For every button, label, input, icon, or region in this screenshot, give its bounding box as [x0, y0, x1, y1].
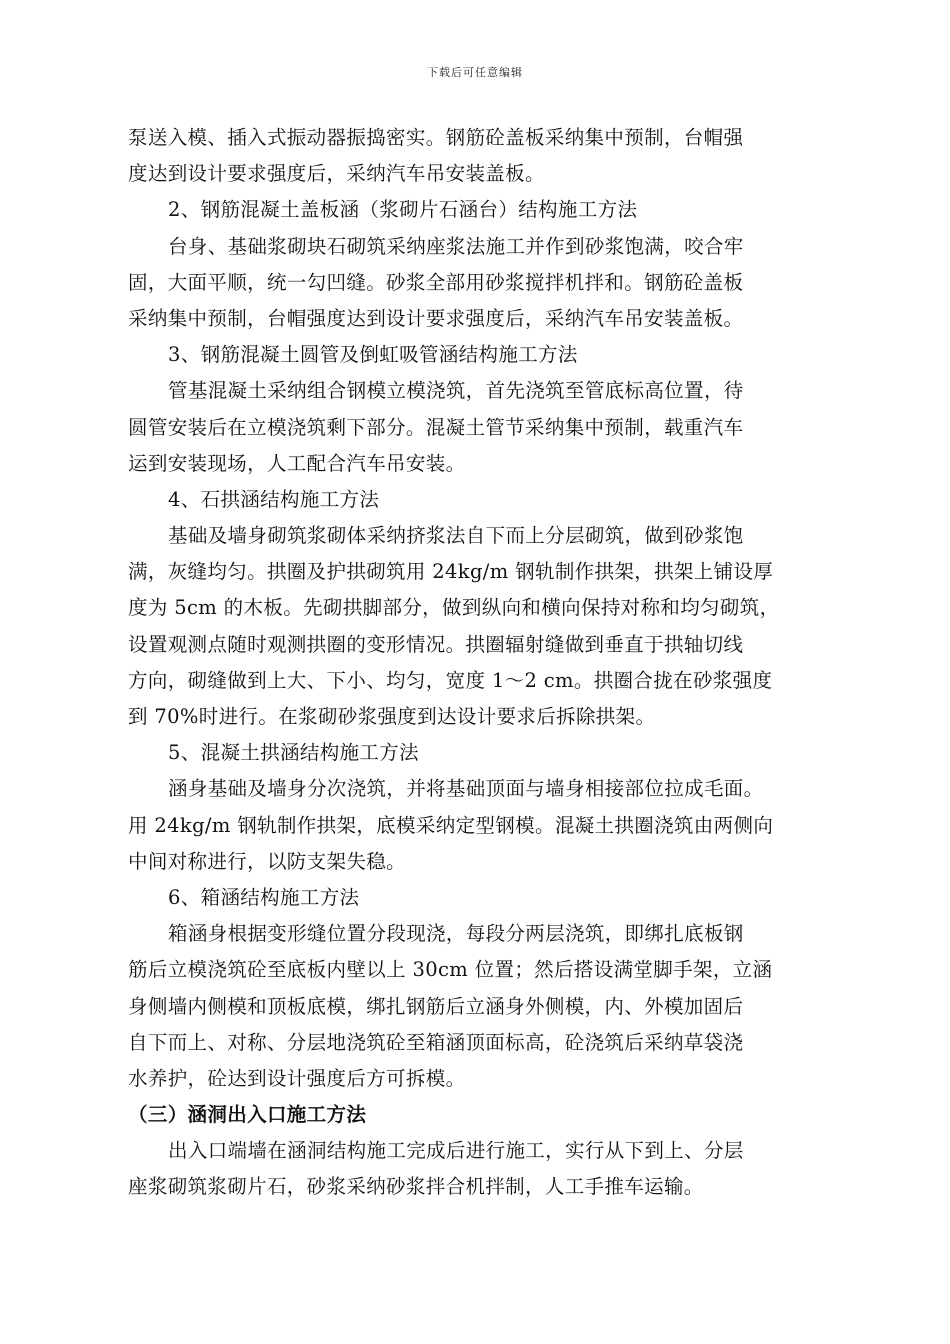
text-line: 筋后立模浇筑砼至底板内壁以上 30cm 位置；然后搭设满堂脚手架，立涵	[128, 958, 773, 982]
text-line: 涵身基础及墙身分次浇筑，并将基础顶面与墙身相接部位拉成毛面。	[168, 777, 764, 801]
section-heading: 2、钢筋混凝土盖板涵（浆砌片石涵台）结构施工方法	[168, 198, 638, 222]
text-line: 度为 5cm 的木板。先砌拱脚部分，做到纵向和横向保持对称和均匀砌筑，	[128, 596, 780, 620]
text-line: 自下而上、对称、分层地浇筑砼至箱涵顶面标高，砼浇筑后采纳草袋浇	[128, 1030, 744, 1054]
text-line: 基础及墙身砌筑浆砌体采纳挤浆法自下而上分层砌筑，做到砂浆饱	[168, 524, 744, 548]
text-line: 身侧墙内侧模和顶板底模，绑扎钢筋后立涵身外侧模，内、外模加固后	[128, 994, 744, 1018]
page-header: 下载后可任意编辑	[427, 66, 523, 79]
text-line: 出入口端墙在涵洞结构施工完成后进行施工，实行从下到上、分层	[168, 1139, 744, 1163]
section-heading: 5、混凝土拱涵结构施工方法	[168, 741, 419, 765]
text-line: 水养护，砼达到设计强度后方可拆模。	[128, 1066, 466, 1090]
text-line: 管基混凝土采纳组合钢模立模浇筑，首先浇筑至管底标高位置，待	[168, 379, 744, 403]
text-line: 圆管安装后在立模浇筑剩下部分。混凝土管节采纳集中预制，载重汽车	[128, 415, 744, 439]
text-line: 座浆砌筑浆砌片石，砂浆采纳砂浆拌合机拌制，人工手推车运输。	[128, 1175, 704, 1199]
text-line: 度达到设计要求强度后，采纳汽车吊安装盖板。	[128, 162, 545, 186]
text-line: 泵送入模、插入式振动器振捣密实。钢筋砼盖板采纳集中预制，台帽强	[128, 126, 744, 149]
text-line: 满，灰缝均匀。拱圈及护拱砌筑用 24kg/m 钢轨制作拱架，拱架上铺设厚	[128, 560, 774, 584]
text-line: 设置观测点随时观测拱圈的变形情况。拱圈辐射缝做到垂直于拱轴切线	[128, 632, 744, 656]
text-line: 中间对称进行，以防支架失稳。	[128, 849, 406, 873]
text-line: 用 24kg/m 钢轨制作拱架，底模采纳定型钢模。混凝土拱圈浇筑由两侧向	[128, 813, 774, 837]
text-line: 运到安装现场，人工配合汽车吊安装。	[128, 451, 466, 475]
text-line: 台身、基础浆砌块石砌筑采纳座浆法施工并作到砂浆饱满，咬合牢	[168, 234, 744, 258]
section-heading: 6、箱涵结构施工方法	[168, 885, 360, 909]
text-line: 到 70%时进行。在浆砌砂浆强度到达设计要求后拆除拱架。	[128, 705, 656, 728]
text-line: 方向，砌缝做到上大、下小、均匀，宽度 1～2 cm。拱圈合拢在砂浆强度	[128, 668, 773, 692]
section-heading: 4、石拱涵结构施工方法	[168, 487, 380, 511]
chapter-heading: （三）涵洞出入口施工方法	[128, 1103, 367, 1127]
text-line: 采纳集中预制，台帽强度达到设计要求强度后，采纳汽车吊安装盖板。	[128, 306, 744, 330]
text-line: 固，大面平顺，统一勾凹缝。砂浆全部用砂浆搅拌机拌和。钢筋砼盖板	[128, 270, 744, 294]
section-heading: 3、钢筋混凝土圆管及倒虹吸管涵结构施工方法	[168, 343, 578, 367]
text-line: 箱涵身根据变形缝位置分段现浇，每段分两层浇筑，即绑扎底板钢	[168, 922, 744, 946]
document-body	[128, 120, 844, 1206]
